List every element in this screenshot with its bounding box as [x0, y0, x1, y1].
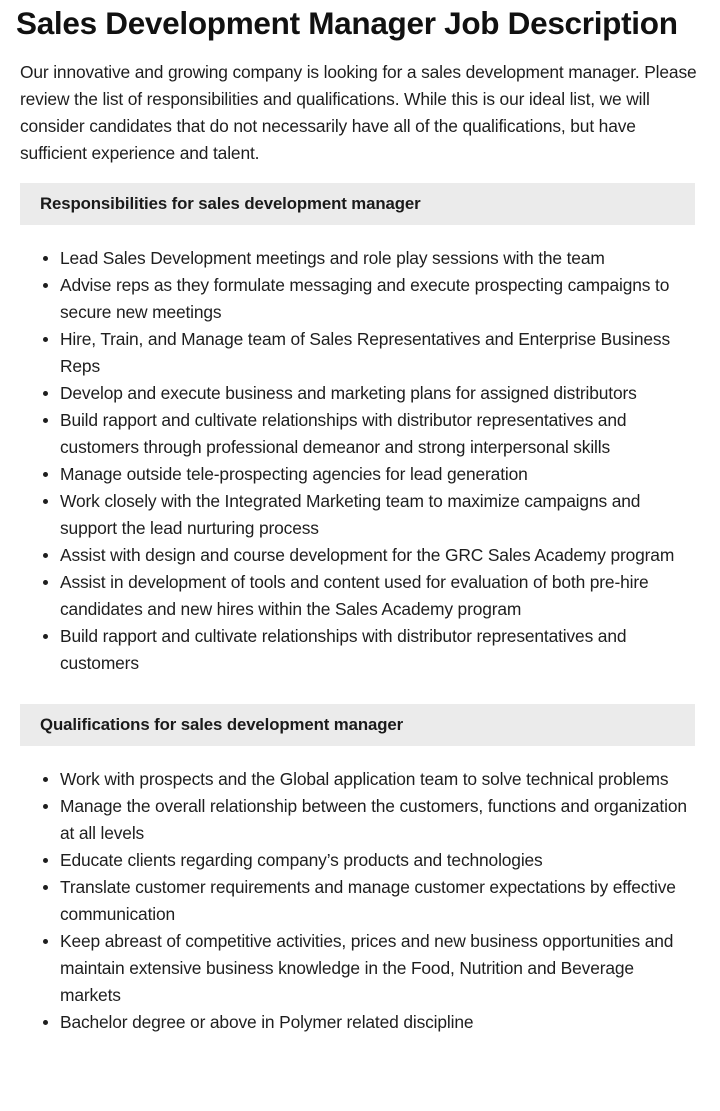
list-item: Assist with design and course development for the GRC Sales Academy program — [60, 542, 700, 569]
list-item: Assist in development of tools and content used for evaluation of both pre-hire candidates and new hires within the Sales Academy program — [60, 569, 700, 623]
list-item: Manage the overall relationship between the customers, functions and organization at all levels — [60, 793, 700, 847]
list-item: Advise reps as they formulate messaging and execute prospecting campaigns to secure new meetings — [60, 272, 700, 326]
list-item: Build rapport and cultivate relationships with distributor representatives and customers through professional demeanor and strong interpersonal skills — [60, 407, 700, 461]
responsibilities-heading: Responsibilities for sales development manager — [20, 183, 695, 225]
qualifications-list — [20, 766, 700, 1036]
list-item: Work closely with the Integrated Marketing team to maximize campaigns and support the lead nurturing process — [60, 488, 700, 542]
list-item: Manage outside tele-prospecting agencies for lead generation — [60, 461, 700, 488]
list-item: Bachelor degree or above in Polymer related discipline — [60, 1009, 700, 1036]
list-item: Work with prospects and the Global application team to solve technical problems — [60, 766, 700, 793]
list-item: Keep abreast of competitive activities, prices and new business opportunities and maintain extensive business knowledge in the Food, Nutrition and Beverage markets — [60, 928, 700, 1009]
list-item: Build rapport and cultivate relationships with distributor representatives and customers — [60, 623, 700, 677]
list-item: Hire, Train, and Manage team of Sales Representatives and Enterprise Business Reps — [60, 326, 700, 380]
page-title: Sales Development Manager Job Description — [16, 5, 678, 41]
list-item: Translate customer requirements and manage customer expectations by effective communication — [60, 874, 700, 928]
responsibilities-list — [20, 245, 700, 677]
qualifications-heading: Qualifications for sales development manager — [20, 704, 695, 746]
list-item: Educate clients regarding company’s products and technologies — [60, 847, 700, 874]
list-item: Lead Sales Development meetings and role play sessions with the team — [60, 245, 700, 272]
intro-paragraph: Our innovative and growing company is looking for a sales development manager. Please review the list of responsibilities and qualifications. While this is our ideal list, we will consider candidates that do not necessarily have all of the qualifications, but have sufficient experience and talent. — [20, 62, 697, 163]
list-item: Develop and execute business and marketing plans for assigned distributors — [60, 380, 700, 407]
